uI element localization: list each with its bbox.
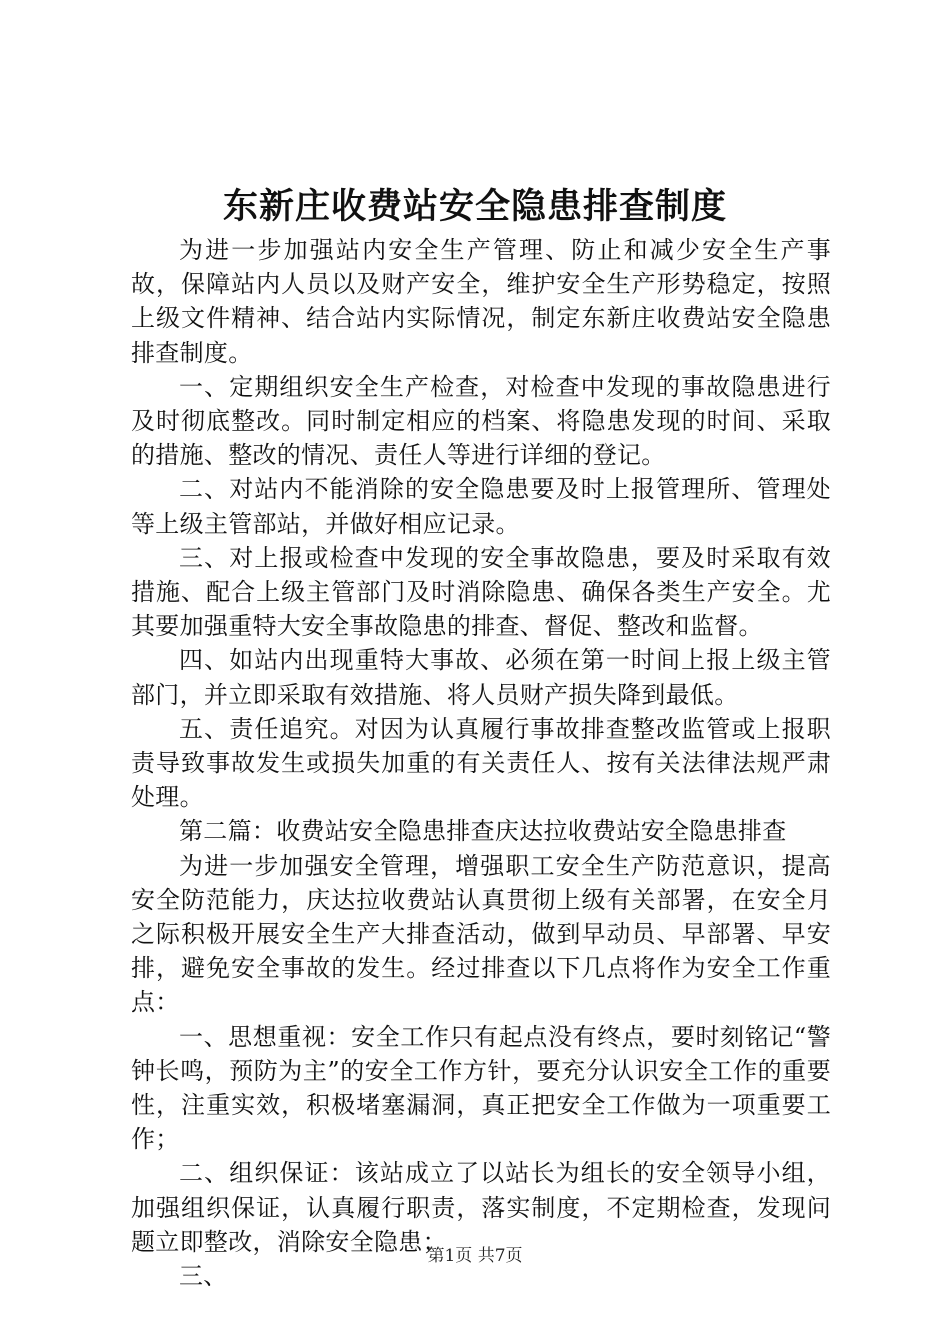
clause-3-paragraph: 三、对上报或检查中发现的安全事故隐患，要及时采取有效措施、配合上级主管部门及时消除隐患、确保各类生产安全。尤其要加强重特大安全事故隐患的排查、督促、整改和监督。 (131, 543, 831, 641)
section-2-point-3-paragraph: 三、 (179, 1262, 228, 1291)
section-2-point-1-paragraph: 一、思想重视：安全工作只有起点没有终点，要时刻铭记“警钟长鸣，预防为主”的安全工作方针，要充分认识安全工作的重要性，注重实效，积极堵塞漏洞，真正把安全工作做为一项重要工作； (131, 1022, 831, 1154)
section-2-point-2-paragraph: 二、组织保证：该站成立了以站长为组长的安全领导小组，加强组织保证，认真履行职责，落实制度，不定期检查，发现问题立即整改，消除安全隐患； (131, 1159, 831, 1256)
clause-5-paragraph: 五、责任追究。对因为认真履行事故排查整改监管或上报职责导致事故发生或损失加重的有关责任人、按有关法律法规严肃处理。 (131, 714, 831, 812)
clause-2-paragraph: 二、对站内不能消除的安全隐患要及时上报管理所、管理处等上级主管部站，并做好相应记录。 (131, 475, 831, 538)
document-body (131, 233, 831, 1293)
section-2-intro-paragraph: 为进一步加强安全管理，增强职工安全生产防范意识，提高安全防范能力，庆达拉收费站认真贯彻上级有关部署，在安全月之际积极开展安全生产大排查活动，做到早动员、早部署、早安排，避免安全事故的发生。经过排查以下几点将作为安全工作重点： (131, 851, 831, 1017)
clause-1-paragraph: 一、定期组织安全生产检查，对检查中发现的事故隐患进行及时彻底整改。同时制定相应的档案、将隐患发现的时间、采取的措施、整改的情况、责任人等进行详细的登记。 (131, 372, 831, 470)
section-2-heading: 第二篇：收费站安全隐患排查庆达拉收费站安全隐患排查 (179, 817, 787, 846)
page-number-footer: 第1页 共7页 (427, 1246, 523, 1266)
clause-4-paragraph: 四、如站内出现重特大事故、必须在第一时间上报上级主管部门，并立即采取有效措施、将人员财产损失降到最低。 (131, 646, 831, 709)
intro-paragraph: 为进一步加强站内安全生产管理、防止和减少安全生产事故，保障站内人员以及财产安全，维护安全生产形势稳定，按照上级文件精神、结合站内实际情况，制定东新庄收费站安全隐患排查制度。 (131, 236, 831, 367)
document-title: 东新庄收费站安全隐患排查制度 (222, 186, 727, 227)
